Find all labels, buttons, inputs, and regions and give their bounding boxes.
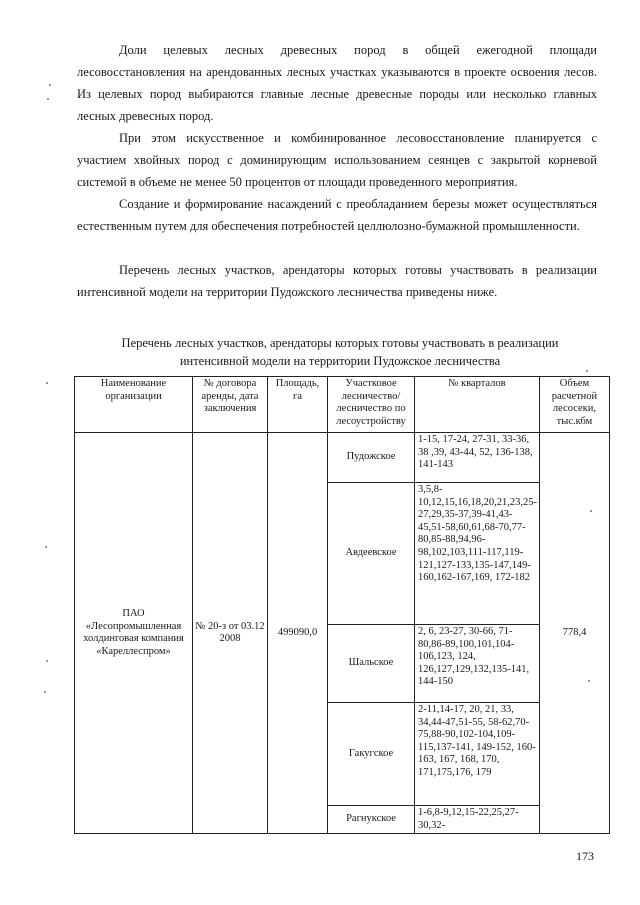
table-row (75, 433, 610, 483)
table-caption (80, 334, 600, 370)
paragraph-reforestation: При этом искусственное и комбинированное лесовосстановление планируется с участием хвойных пород с доминирующим использованием сеянцев с закрытой корневой системой в объеме не менее 50 процентов от площади проведенного мероприятия. (77, 131, 597, 189)
paragraph-birch-stands: Создание и формирование насаждений с преобладанием березы может осуществляться естественным путем для обеспечения потребностей целлюлозно-бумажной промышленности. (77, 197, 597, 233)
table-header-row (75, 377, 610, 433)
scan-speck (590, 510, 592, 512)
scan-speck (49, 84, 51, 86)
paragraph-list-intro: Перечень лесных участков, арендаторы которых готовы участвовать в реализации интенсивной модели на территории Пудожского лесничества приведены ниже. (77, 263, 597, 299)
header-contract: № договора аренды, дата заключения (193, 377, 268, 433)
header-organization: Наименование организации (75, 377, 193, 433)
scan-speck (44, 691, 46, 693)
cell-quarters: 3,5,8-10,12,15,16,18,20,21,23,25-27,29,35-37,39-41,43-45,51-58,60,61,68-70,77-80,85-88,94,96-98,102,103,111-117,119-121,127-133,135-147,149-160,162-167,169, 172-182 (415, 483, 540, 625)
cell-area: 499090,0 (268, 433, 328, 834)
header-area: Площадь, га (268, 377, 328, 433)
lease-table (74, 376, 610, 834)
header-district: Участковое лесничество/ лесничество по лесоустройству (328, 377, 415, 433)
cell-quarters: 1-6,8-9,12,15-22,25,27-30,32- (415, 806, 540, 834)
scan-speck (47, 98, 49, 100)
cell-district: Авдеевское (328, 483, 415, 625)
table-caption-line1: Перечень лесных участков, арендаторы которых готовы участвовать в реализации (121, 336, 559, 350)
scan-speck (46, 660, 48, 662)
cell-quarters: 1-15, 17-24, 27-31, 33-36, 38 ,39, 43-44, 52, 136-138, 141-143 (415, 433, 540, 483)
scan-speck (586, 370, 588, 372)
cell-organization: ПАО «Лесопромышленная холдинговая компания «Кареллеспром» (75, 433, 193, 834)
cell-district: Рагнукское (328, 806, 415, 834)
cell-volume: 778,4 (540, 433, 610, 834)
cell-district: Шальское (328, 625, 415, 703)
header-volume: Объем расчетной лесосеки, тыс.кбм (540, 377, 610, 433)
table-caption-line2: интенсивной модели на территории Пудожское лесничества (179, 354, 501, 368)
cell-contract: № 20-з от 03.12 2008 (193, 433, 268, 834)
cell-district: Гакугское (328, 703, 415, 806)
paragraph-target-species: Доли целевых лесных древесных пород в общей ежегодной площади лесовосстановления на арендованных лесных участках указываются в проекте освоения лесов. Из целевых пород выбираются главные лесные древесные породы или несколько главных лесных древесных пород. (77, 43, 597, 123)
scan-speck (46, 382, 48, 384)
page-number: 173 (576, 849, 594, 863)
cell-quarters: 2-11,14-17, 20, 21, 33, 34,44-47,51-55, 58-62,70-75,88-90,102-104,109-115,137-141, 149-152, 160-163, 167, 168, 170, 171,175,176, 179 (415, 703, 540, 806)
cell-district: Пудожское (328, 433, 415, 483)
header-quarters: № кварталов (415, 377, 540, 433)
cell-quarters: 2, 6, 23-27, 30-66, 71-80,86-89,100,101,104-106,123, 124, 126,127,129,132,135-141, 144-150 (415, 625, 540, 703)
scan-speck (45, 546, 47, 548)
scan-speck (588, 680, 590, 682)
